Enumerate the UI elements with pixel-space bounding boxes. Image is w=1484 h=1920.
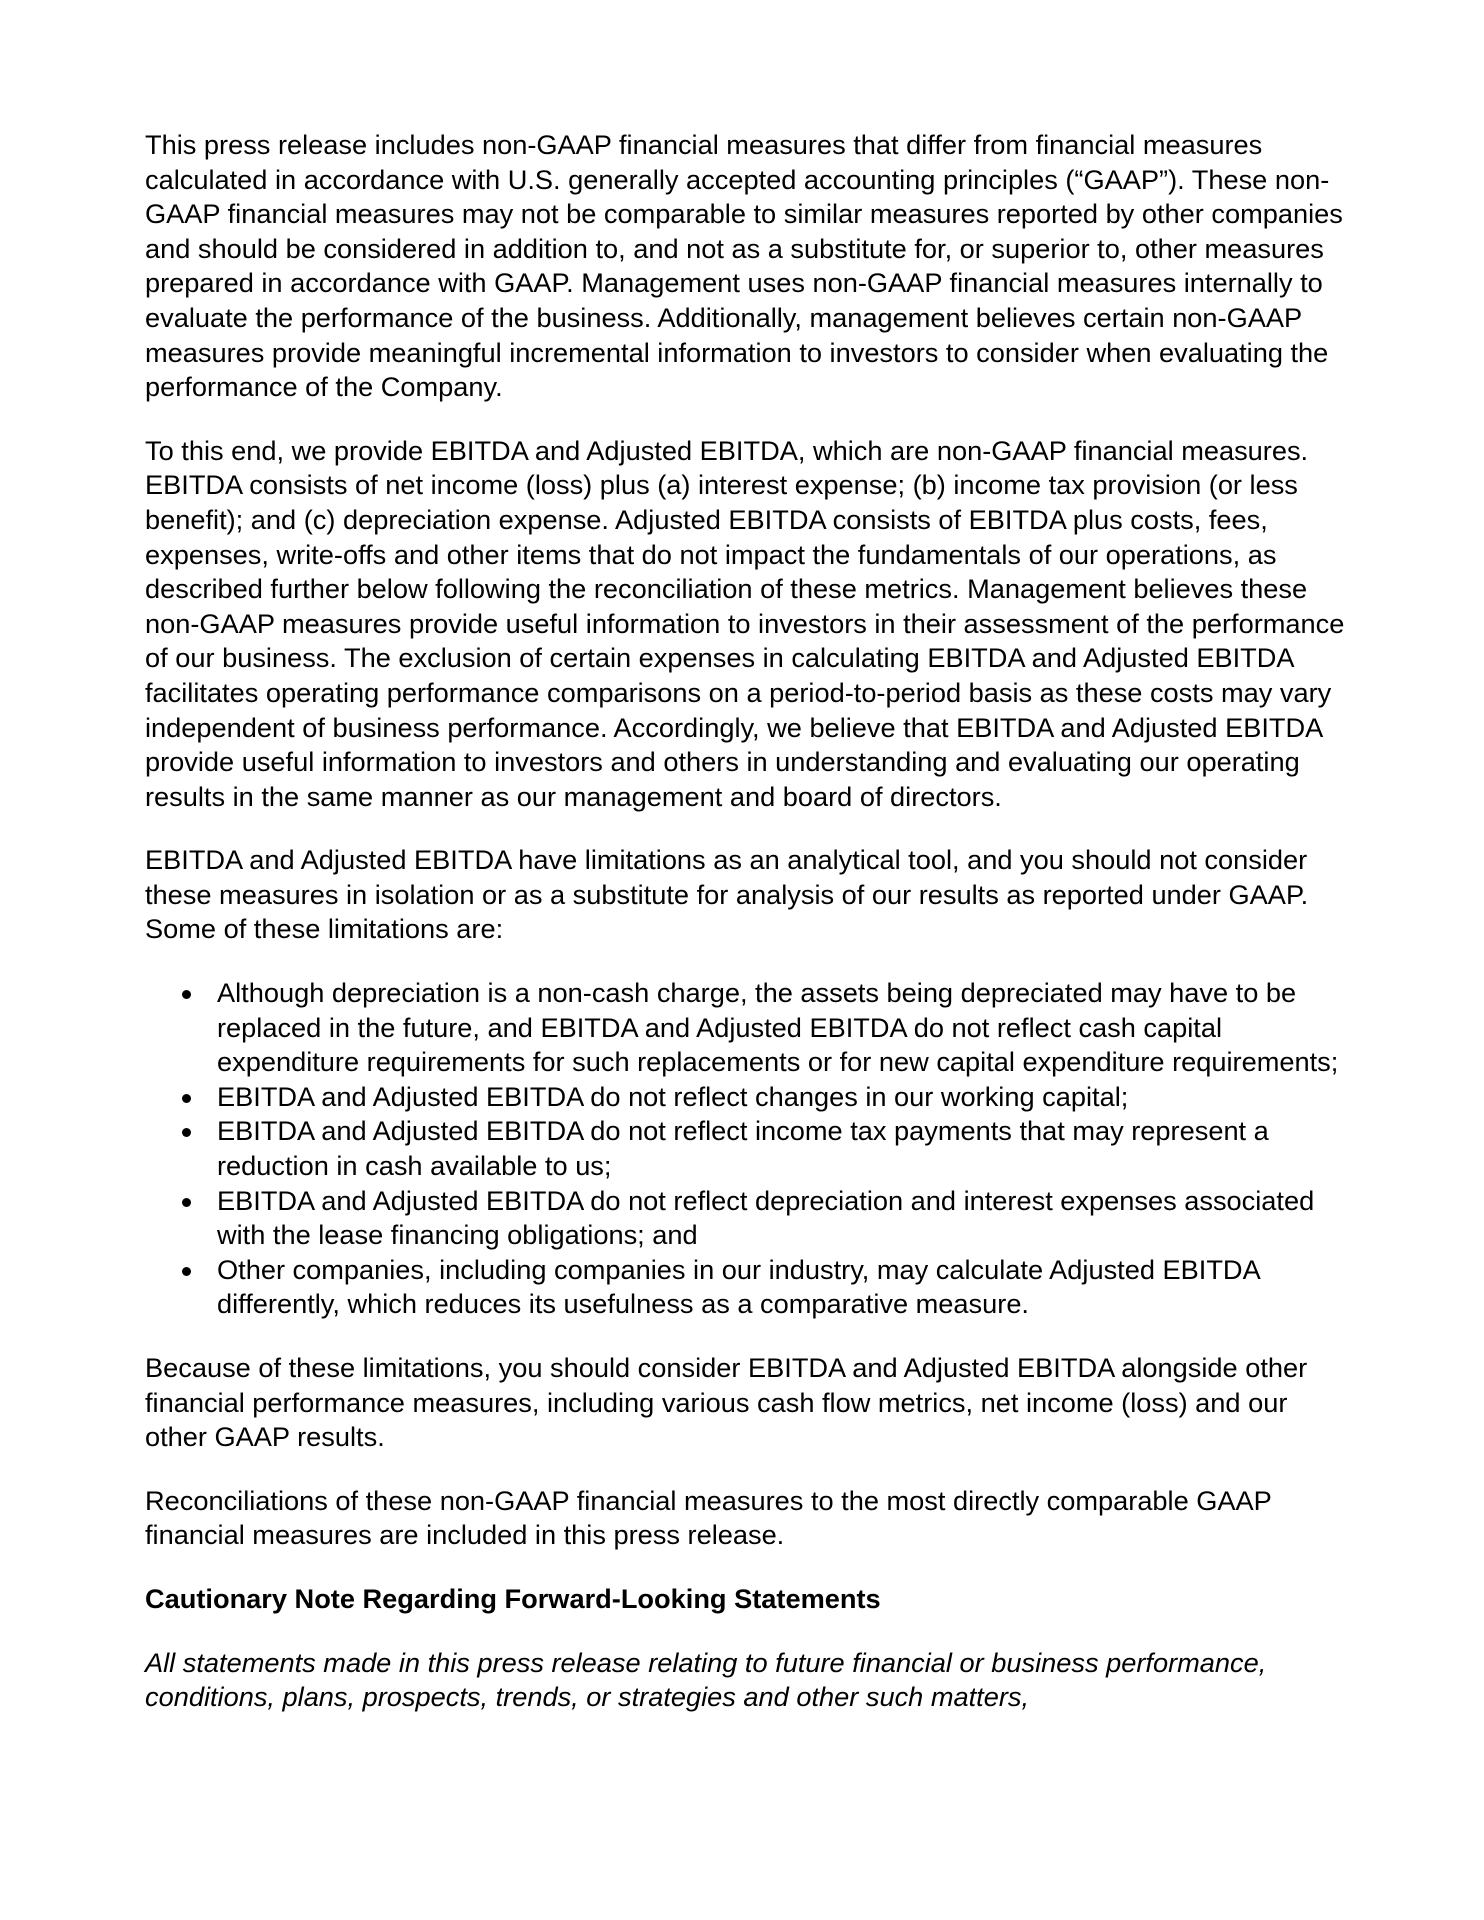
bullet-dot-icon [182, 990, 191, 999]
bullet-dot-icon [182, 1128, 191, 1137]
ebitda-definition-paragraph: To this end, we provide EBITDA and Adjusted EBITDA, which are non-GAAP financial measures. EBITDA consists of net income (loss) plus (a) interest expense; (b) income tax provision (or less benefit); and (c) depreciation expense. Adjusted EBITDA consists of EBITDA plus costs, fees, expenses, write-offs and other items that do not impact the fundamentals of our operations, as described further below following the reconciliation of these metrics. Management believes these non-GAAP measures provide useful information to investors in their assessment of the performance of our business. The exclusion of certain expenses in calculating EBITDA and Adjusted EBITDA facilitates operating performance comparisons on a period-to-period basis as these costs may vary independent of business performance. Accordingly, we believe that EBITDA and Adjusted EBITDA provide useful information to investors and others in understanding and evaluating our operating results in the same manner as our management and board of directors. [145, 434, 1345, 812]
list-item [217, 1184, 1345, 1253]
list-item-text: EBITDA and Adjusted EBITDA do not reflect income tax payments that may represent a reduction in cash available to us; [217, 1115, 1269, 1182]
bullet-dot-icon [182, 1094, 191, 1103]
bullet-dot-icon [182, 1267, 191, 1276]
limitations-list [145, 976, 1345, 1322]
list-item [217, 1114, 1345, 1183]
list-item-text: Other companies, including companies in our industry, may calculate Adjusted EBITDA differently, which reduces its usefulness as a comparative measure. [217, 1253, 1260, 1320]
list-item [217, 1080, 1345, 1115]
reconciliations-paragraph: Reconciliations of these non-GAAP financial measures to the most directly comparable GAAP financial measures are included in this press release. [145, 1484, 1272, 1551]
bullet-dot-icon [182, 1198, 191, 1207]
list-item [217, 1253, 1345, 1322]
section-heading: Cautionary Note Regarding Forward-Looking Statements [145, 1582, 881, 1614]
list-item-text: Although depreciation is a non-cash charge, the assets being depreciated may have to be replaced in the future, and EBITDA and Adjusted EBITDA do not reflect cash capital expenditure requirements for such replacements or for new capital expenditure requirements; [217, 977, 1339, 1078]
forward-looking-paragraph: All statements made in this press release relating to future financial or business performance, conditions, plans, prospects, trends, or strategies and other such matters, [145, 1646, 1267, 1713]
list-item-text: EBITDA and Adjusted EBITDA do not reflect depreciation and interest expenses associated with the lease financing obligations; and [217, 1184, 1315, 1251]
limitations-intro-paragraph: EBITDA and Adjusted EBITDA have limitations as an analytical tool, and you should not consider these measures in isolation or as a substitute for analysis of our results as reported under GAAP. Some of these limitations are: [145, 844, 1309, 945]
limitations-conclusion-paragraph: Because of these limitations, you should consider EBITDA and Adjusted EBITDA alongside other financial performance measures, including various cash flow metrics, net income (loss) and our other GAAP results. [145, 1352, 1308, 1453]
document-page [145, 128, 1345, 1715]
non-gaap-intro-paragraph: This press release includes non-GAAP financial measures that differ from financial measures calculated in accordance with U.S. generally accepted accounting principles (“GAAP”). These non-GAAP financial measures may not be comparable to similar measures reported by other companies and should be considered in addition to, and not as a substitute for, or superior to, other measures prepared in accordance with GAAP. Management uses non-GAAP financial measures internally to evaluate the performance of the business. Additionally, management believes certain non-GAAP measures provide meaningful incremental information to investors to consider when evaluating the performance of the Company. [145, 129, 1343, 403]
list-item-text: EBITDA and Adjusted EBITDA do not reflect changes in our working capital; [217, 1080, 1129, 1112]
list-item [217, 976, 1345, 1080]
